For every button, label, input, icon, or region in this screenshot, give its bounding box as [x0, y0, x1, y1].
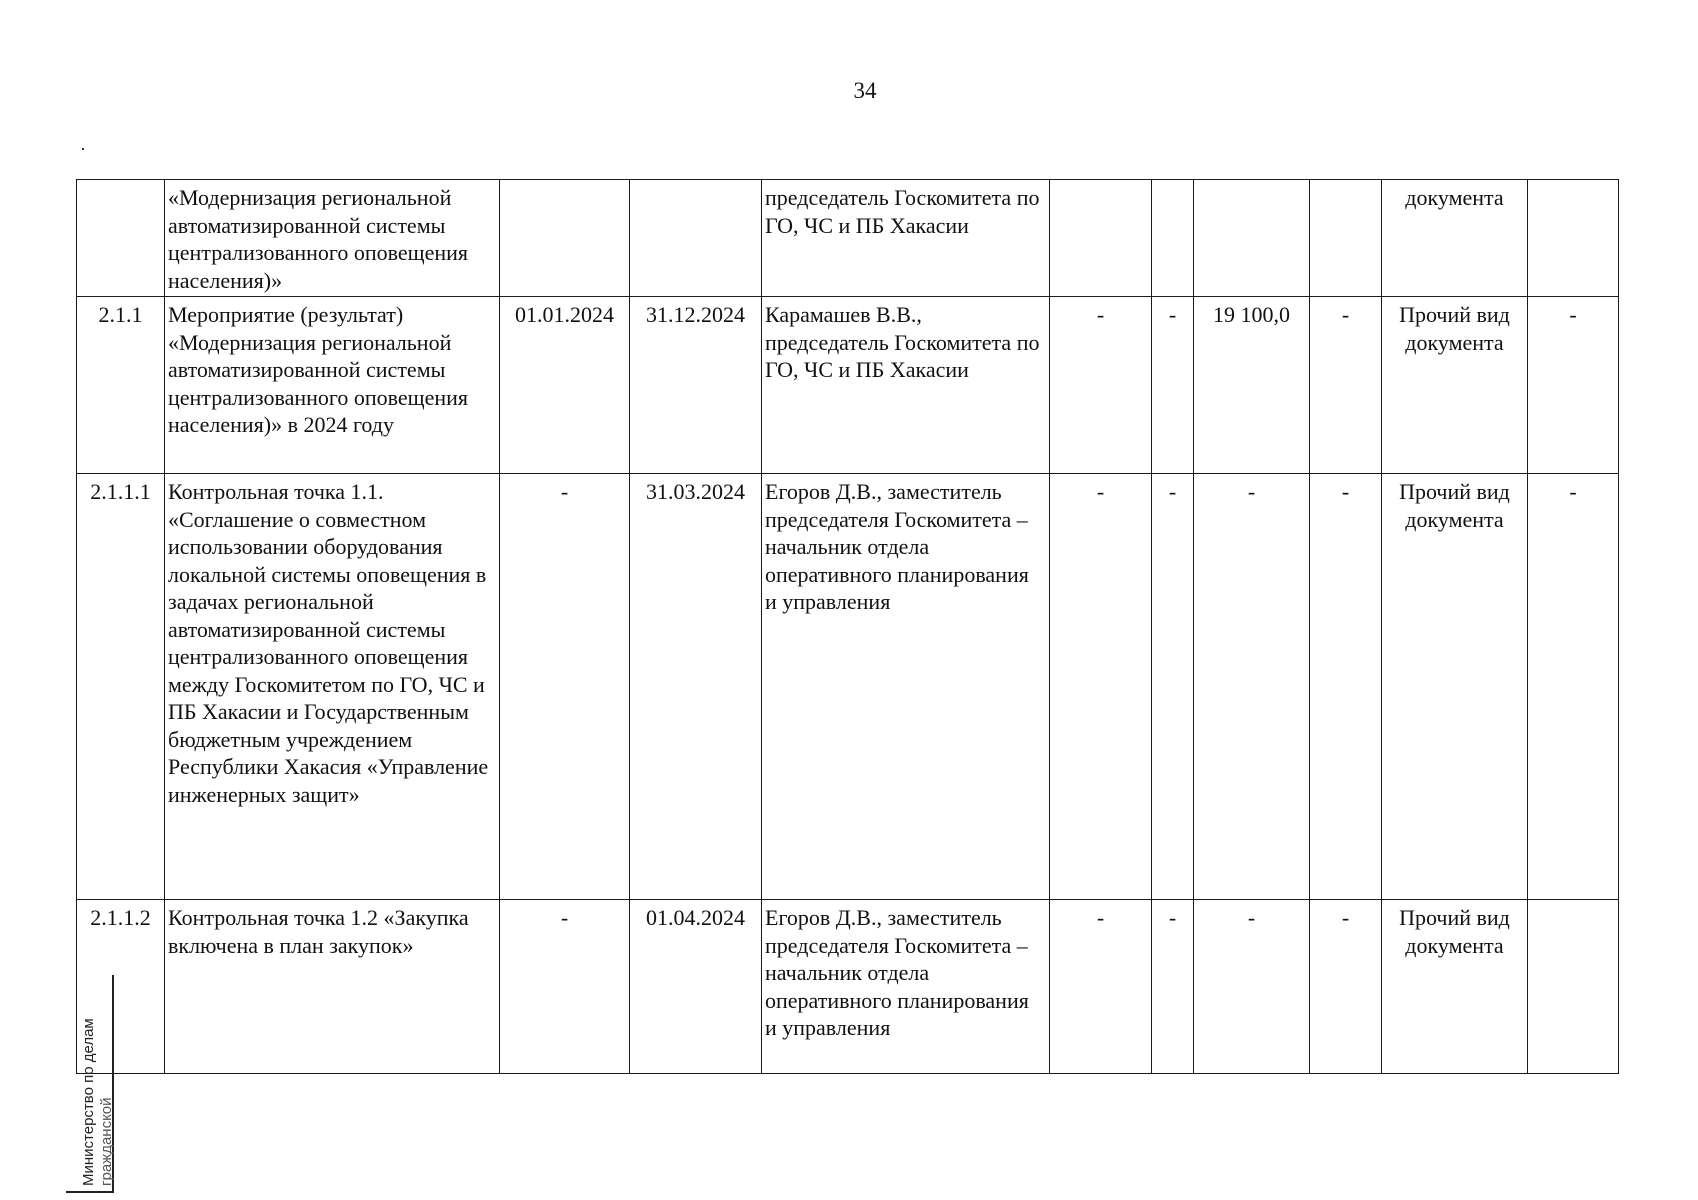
cell-col9: -	[1310, 474, 1382, 900]
cell-col8: -	[1194, 900, 1310, 1074]
cell-col6: -	[1050, 474, 1152, 900]
cell-col7: -	[1152, 474, 1194, 900]
cell-start-date: -	[500, 474, 630, 900]
cell-responsible: Егоров Д.В., заместитель председателя Госкомитета – начальник отдела оперативного планирования и управления	[762, 900, 1050, 1074]
cell-col7	[1152, 180, 1194, 297]
cell-col11: -	[1528, 297, 1619, 474]
cell-end-date	[630, 180, 762, 297]
cell-number: 2.1.1	[77, 297, 165, 474]
cell-col7: -	[1152, 297, 1194, 474]
table-row	[77, 900, 1619, 1074]
cell-col6: -	[1050, 297, 1152, 474]
stamp-line-2: гражданской	[98, 1097, 115, 1186]
cell-number: 2.1.1.2	[77, 900, 165, 1074]
cell-responsible: председатель Госкомитета по ГО, ЧС и ПБ Хакасии	[762, 180, 1050, 297]
cell-name: Контрольная точка 1.1. «Соглашение о совместном использовании оборудования локальной системы оповещения в задачах региональной автоматизированной системы централизованного оповещения между Госкомитетом по ГО, ЧС и ПБ Хакасии и Государственным бюджетным учреждением Республики Хакасия «Управление инженерных защит»	[165, 474, 500, 900]
cell-start-date	[500, 180, 630, 297]
table-row	[77, 297, 1619, 474]
cell-end-date: 31.03.2024	[630, 474, 762, 900]
cell-col8: 19 100,0	[1194, 297, 1310, 474]
cell-name: Контрольная точка 1.2 «Закупка включена в план закупок»	[165, 900, 500, 1074]
cell-col7: -	[1152, 900, 1194, 1074]
plan-table	[76, 179, 1619, 1074]
cell-start-date: 01.01.2024	[500, 297, 630, 474]
cell-col9	[1310, 180, 1382, 297]
cell-col6: -	[1050, 900, 1152, 1074]
cell-name: «Модернизация региональной автоматизированной системы централизованного оповещения населения)»	[165, 180, 500, 297]
stamp-line-1: Министерство по делам	[80, 1018, 97, 1186]
registration-stamp-text	[80, 976, 116, 1186]
scan-dot	[82, 148, 84, 150]
cell-name: Мероприятие (результат) «Модернизация региональной автоматизированной системы централизованного оповещения населения)» в 2024 году	[165, 297, 500, 474]
cell-start-date: -	[500, 900, 630, 1074]
cell-number: 2.1.1.1	[77, 474, 165, 900]
table-row	[77, 474, 1619, 900]
cell-responsible: Карамашев В.В., председатель Госкомитета по ГО, ЧС и ПБ Хакасии	[762, 297, 1050, 474]
cell-document-type: Прочий вид документа	[1382, 297, 1528, 474]
cell-end-date: 31.12.2024	[630, 297, 762, 474]
cell-col9: -	[1310, 297, 1382, 474]
cell-document-type: Прочий вид документа	[1382, 900, 1528, 1074]
cell-col6	[1050, 180, 1152, 297]
cell-col11: -	[1528, 474, 1619, 900]
cell-col11	[1528, 180, 1619, 297]
cell-col9: -	[1310, 900, 1382, 1074]
cell-responsible: Егоров Д.В., заместитель председателя Госкомитета – начальник отдела оперативного планирования и управления	[762, 474, 1050, 900]
page-number: 34	[853, 78, 877, 103]
cell-end-date: 01.04.2024	[630, 900, 762, 1074]
cell-document-type: документа	[1382, 180, 1528, 297]
cell-number	[77, 180, 165, 297]
cell-col8: -	[1194, 474, 1310, 900]
cell-document-type: Прочий вид документа	[1382, 474, 1528, 900]
cell-col8	[1194, 180, 1310, 297]
table-row	[77, 180, 1619, 297]
cell-col11	[1528, 900, 1619, 1074]
